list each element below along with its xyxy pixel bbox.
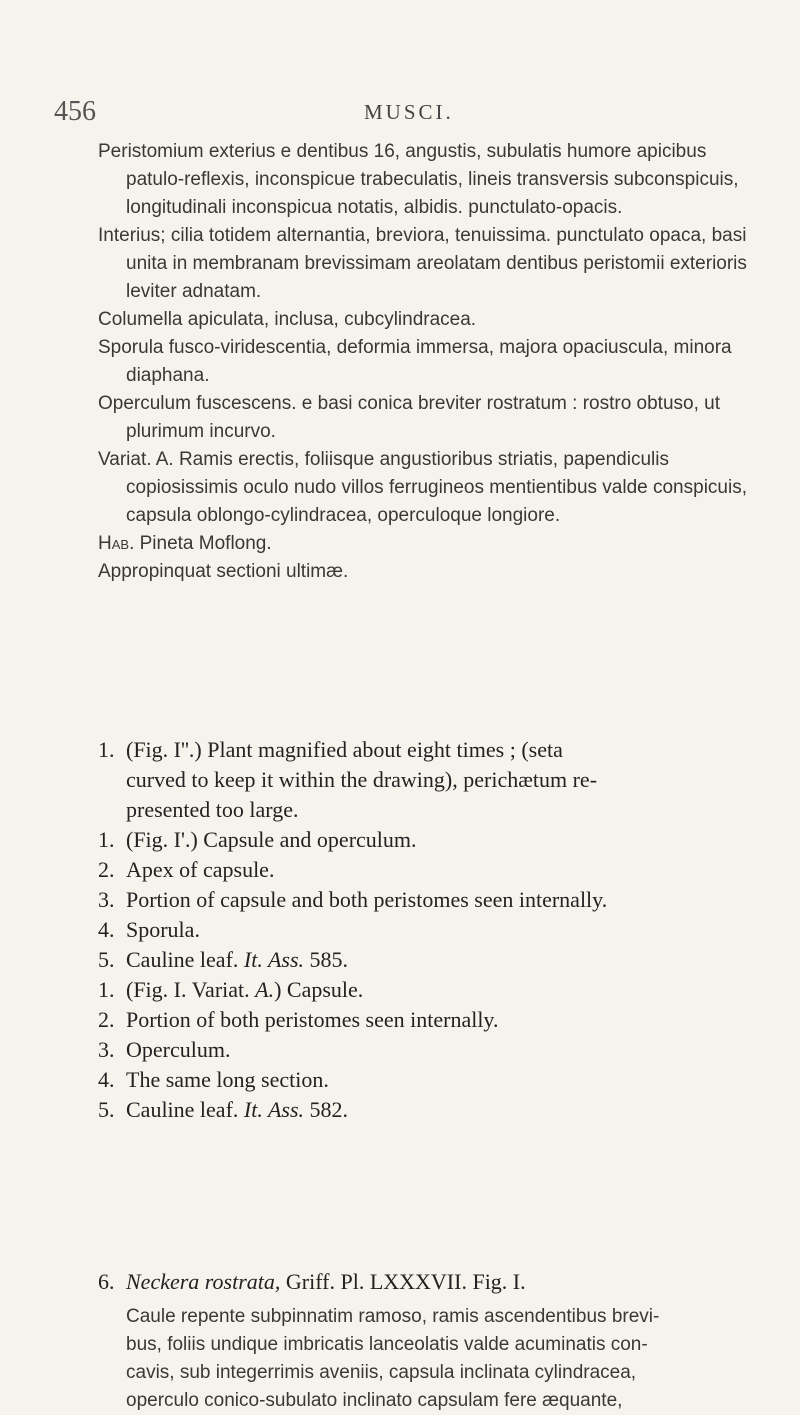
figure-caption: Cauline leaf. [126,1097,239,1122]
figure-caption-post: ) Capsule. [274,977,364,1002]
figure-legend [98,735,778,1125]
figure-text: Portion of capsule and both peristomes seen internally. [126,887,608,912]
species-description [98,138,768,586]
figure-text: The same long section. [126,1067,329,1092]
variat: Variat. A. Ramis erectis, foliisque angustioribus striatis, papendiculis copiosissimis oculo nudo villos ferrugineos mentientibus valde conspicuis, capsula oblongo-cylindracea, operculoque longiore. [98,449,747,526]
figure-number: 2. [98,857,115,882]
affinity-note: Appropinquat sectioni ultimæ. [98,561,349,582]
figure-item [98,975,778,1005]
figure-caption: Cauline leaf. [126,947,239,972]
diagnosis-line: Caule repente subpinnatim ramoso, ramis ascendentibus brevi- [126,1306,660,1327]
figure-number: 1. [98,827,115,852]
figure-text: (Fig. I''.) Plant magnified about eight times ; (seta [126,737,563,762]
habitat [98,530,768,558]
figure-text: Portion of both peristomes seen internally. [126,1007,499,1032]
figure-caption-pre: (Fig. I. Variat. [126,977,250,1002]
reference-abbrev: It. Ass. [243,947,305,972]
figure-item [98,885,778,915]
figure-text [126,945,778,975]
figure-text: Sporula. [126,917,200,942]
diagnosis-line: bus, foliis undique imbricatis lanceolatis valde acuminatis con- [126,1334,648,1355]
figure-number: 4. [98,917,115,942]
figure-item [98,1005,778,1035]
figure-text: (Fig. I'.) Capsule and operculum. [126,827,417,852]
page-number: 456 [54,96,96,127]
figure-item [98,825,778,855]
figure-number: 4. [98,1067,115,1092]
running-title: MUSCI. [364,100,454,124]
figure-text: Operculum. [126,1037,231,1062]
figure-text [126,1095,778,1125]
figure-number: 3. [98,887,115,912]
figure-item [98,735,778,765]
species-reference: Griff. Pl. LXXXVII. Fig. I. [285,1269,526,1294]
figure-number: 1. [98,737,115,762]
species-number: 6. [98,1269,115,1294]
reference-page: 585. [309,947,349,972]
peristomium-interius: Interius; cilia totidem alternantia, breviora, tenuissima. punctulato opaca, basi unita in membranam brevissimam areolatam dentibus peristomii exterioris leviter adnatam. [98,225,747,302]
figure-item [98,945,778,975]
peristomium-exterius: Peristomium exterius e dentibus 16, angustis, subulatis humore apicibus patulo-reflexis, inconspicue trabeculatis, lineis transversis subconspicuis, longitudinali inconspicua notatis, albidis. punctulato-opacis. [98,141,739,218]
species-title [126,1267,778,1297]
figure-number: 3. [98,1037,115,1062]
figure-item [98,1095,778,1125]
figure-number: 5. [98,1097,115,1122]
figure-item [98,1035,778,1065]
reference-page: 582. [309,1097,349,1122]
running-head [0,96,800,136]
columella: Columella apiculata, inclusa, cubcylindracea. [98,309,477,330]
figure-text [126,975,778,1005]
figure-number: 5. [98,947,115,972]
figure-item [98,915,778,945]
species-diagnosis [126,1303,776,1415]
reference-abbrev: It. Ass. [243,1097,305,1122]
variety-label: A. [255,977,275,1002]
diagnosis-line: cavis, sub integerrimis aveniis, capsula inclinata cylindracea, [126,1362,637,1383]
figure-text: Apex of capsule. [126,857,275,882]
figure-item [98,855,778,885]
species-heading-line [98,1267,778,1297]
species-name: Neckera rostrata, [126,1269,281,1294]
sporula: Sporula fusco-viridescentia, deformia immersa, majora opaciuscula, minora diaphana. [98,337,732,386]
operculum: Operculum fuscescens. e basi conica breviter rostratum : rostro obtuso, ut plurimum incurvo. [98,393,720,442]
habitat-label: Hab. [98,533,135,554]
figure-text-continued: curved to keep it within the drawing), perichætum re- [126,767,598,792]
figure-text-continued: presented too large. [126,797,299,822]
figure-item [98,1065,778,1095]
species-heading [98,1267,778,1297]
diagnosis-line: operculo conico-subulato inclinato capsulam fere æquante, [126,1390,623,1411]
habitat-text: Pineta Moflong. [139,533,272,554]
figure-number: 1. [98,977,115,1002]
figure-number: 2. [98,1007,115,1032]
